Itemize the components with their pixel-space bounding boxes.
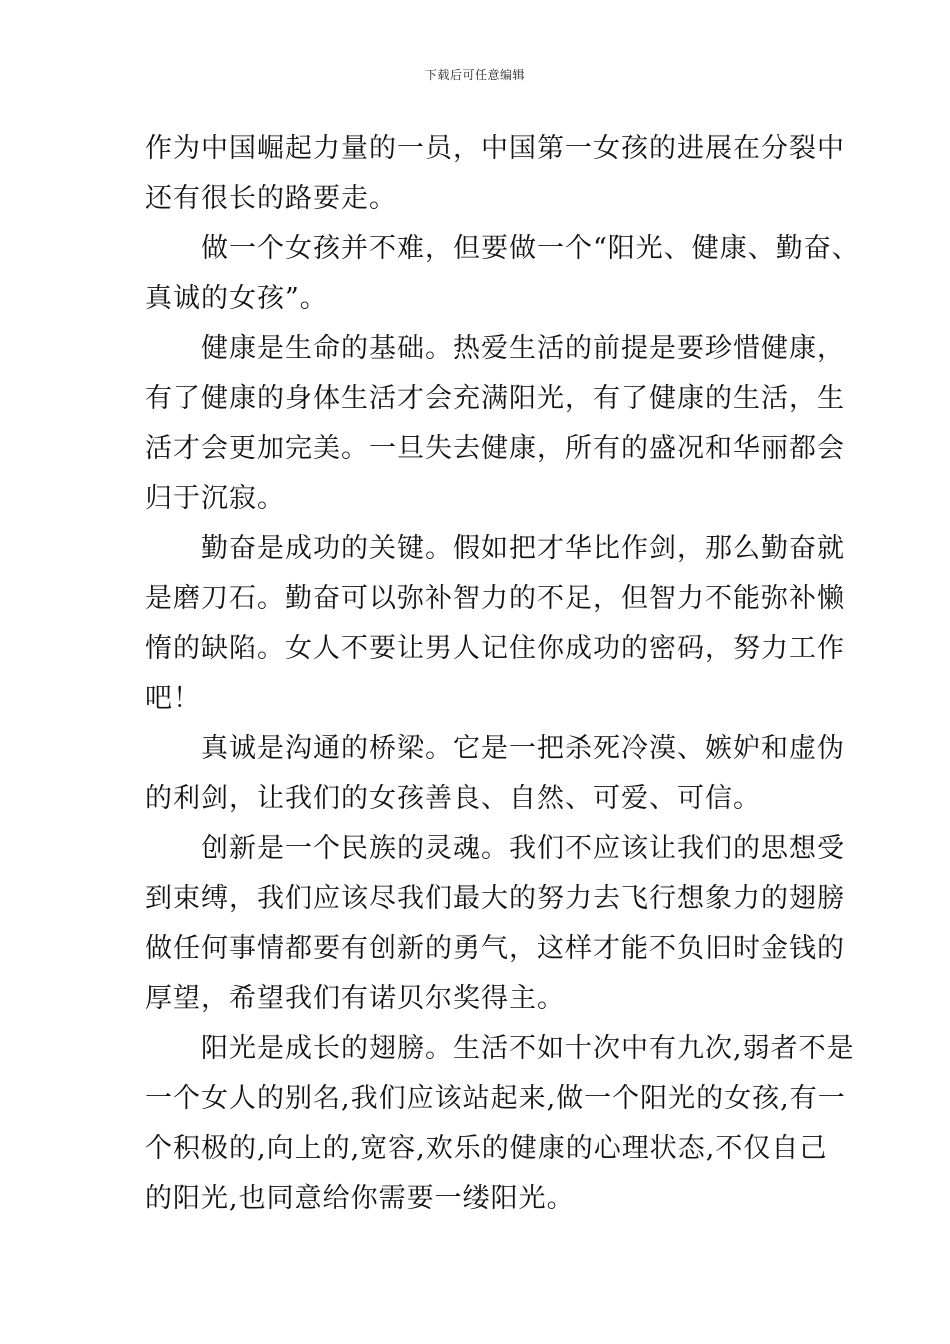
document-body — [145, 124, 860, 1224]
body-line: 的阳光,也同意给你需要一缕阳光。 — [145, 1183, 575, 1214]
body-line: 是磨刀石。勤奋可以弥补智力的不足，但智力不能弥补懒 — [145, 583, 845, 614]
paragraph-start-line: 创新是一个民族的灵魂。我们不应该让我们的思想受 — [201, 833, 845, 864]
paragraph-start-line: 真诚是沟通的桥梁。它是一把杀死冷漠、嫉妒和虚伪 — [201, 733, 845, 764]
body-line: 有了健康的身体生活才会充满阳光，有了健康的生活，生 — [145, 383, 845, 414]
paragraph-start-line: 阳光是成长的翅膀。生活不如十次中有九次,弱者不是 — [201, 1033, 855, 1064]
body-line: 吧！ — [145, 683, 201, 714]
paragraph-start-line: 做一个女孩并不难，但要做一个“阳光、健康、勤奋、 — [201, 233, 860, 264]
body-line: 惰的缺陷。女人不要让男人记住你成功的密码，努力工作 — [145, 633, 845, 664]
body-line: 作为中国崛起力量的一员，中国第一女孩的进展在分裂中 — [145, 133, 845, 164]
body-line: 到束缚，我们应该尽我们最大的努力去飞行想象力的翅膀 — [145, 883, 845, 914]
body-line: 还有很长的路要走。 — [145, 183, 397, 214]
paragraph-start-line: 勤奋是成功的关键。假如把才华比作剑，那么勤奋就 — [201, 533, 845, 564]
body-line: 真诚的女孩”。 — [145, 283, 328, 314]
body-line: 个积极的,向上的,宽容,欢乐的健康的心理状态,不仅自己 — [145, 1133, 828, 1164]
header-note: 下载后可任意编辑 — [424, 68, 525, 82]
body-line: 的利剑，让我们的女孩善良、自然、可爱、可信。 — [145, 783, 761, 814]
body-line: 活才会更加完美。一旦失去健康，所有的盛况和华丽都会 — [145, 433, 845, 464]
body-line: 一个女人的别名,我们应该站起来,做一个阳光的女孩,有一 — [145, 1083, 846, 1114]
body-line: 归于沉寂。 — [145, 483, 285, 514]
paragraph-start-line: 健康是生命的基础。热爱生活的前提是要珍惜健康， — [201, 333, 845, 364]
body-line: 做任何事情都要有创新的勇气，这样才能不负旧时金钱的 — [145, 933, 845, 964]
body-line: 厚望，希望我们有诺贝尔奖得主。 — [145, 983, 565, 1014]
